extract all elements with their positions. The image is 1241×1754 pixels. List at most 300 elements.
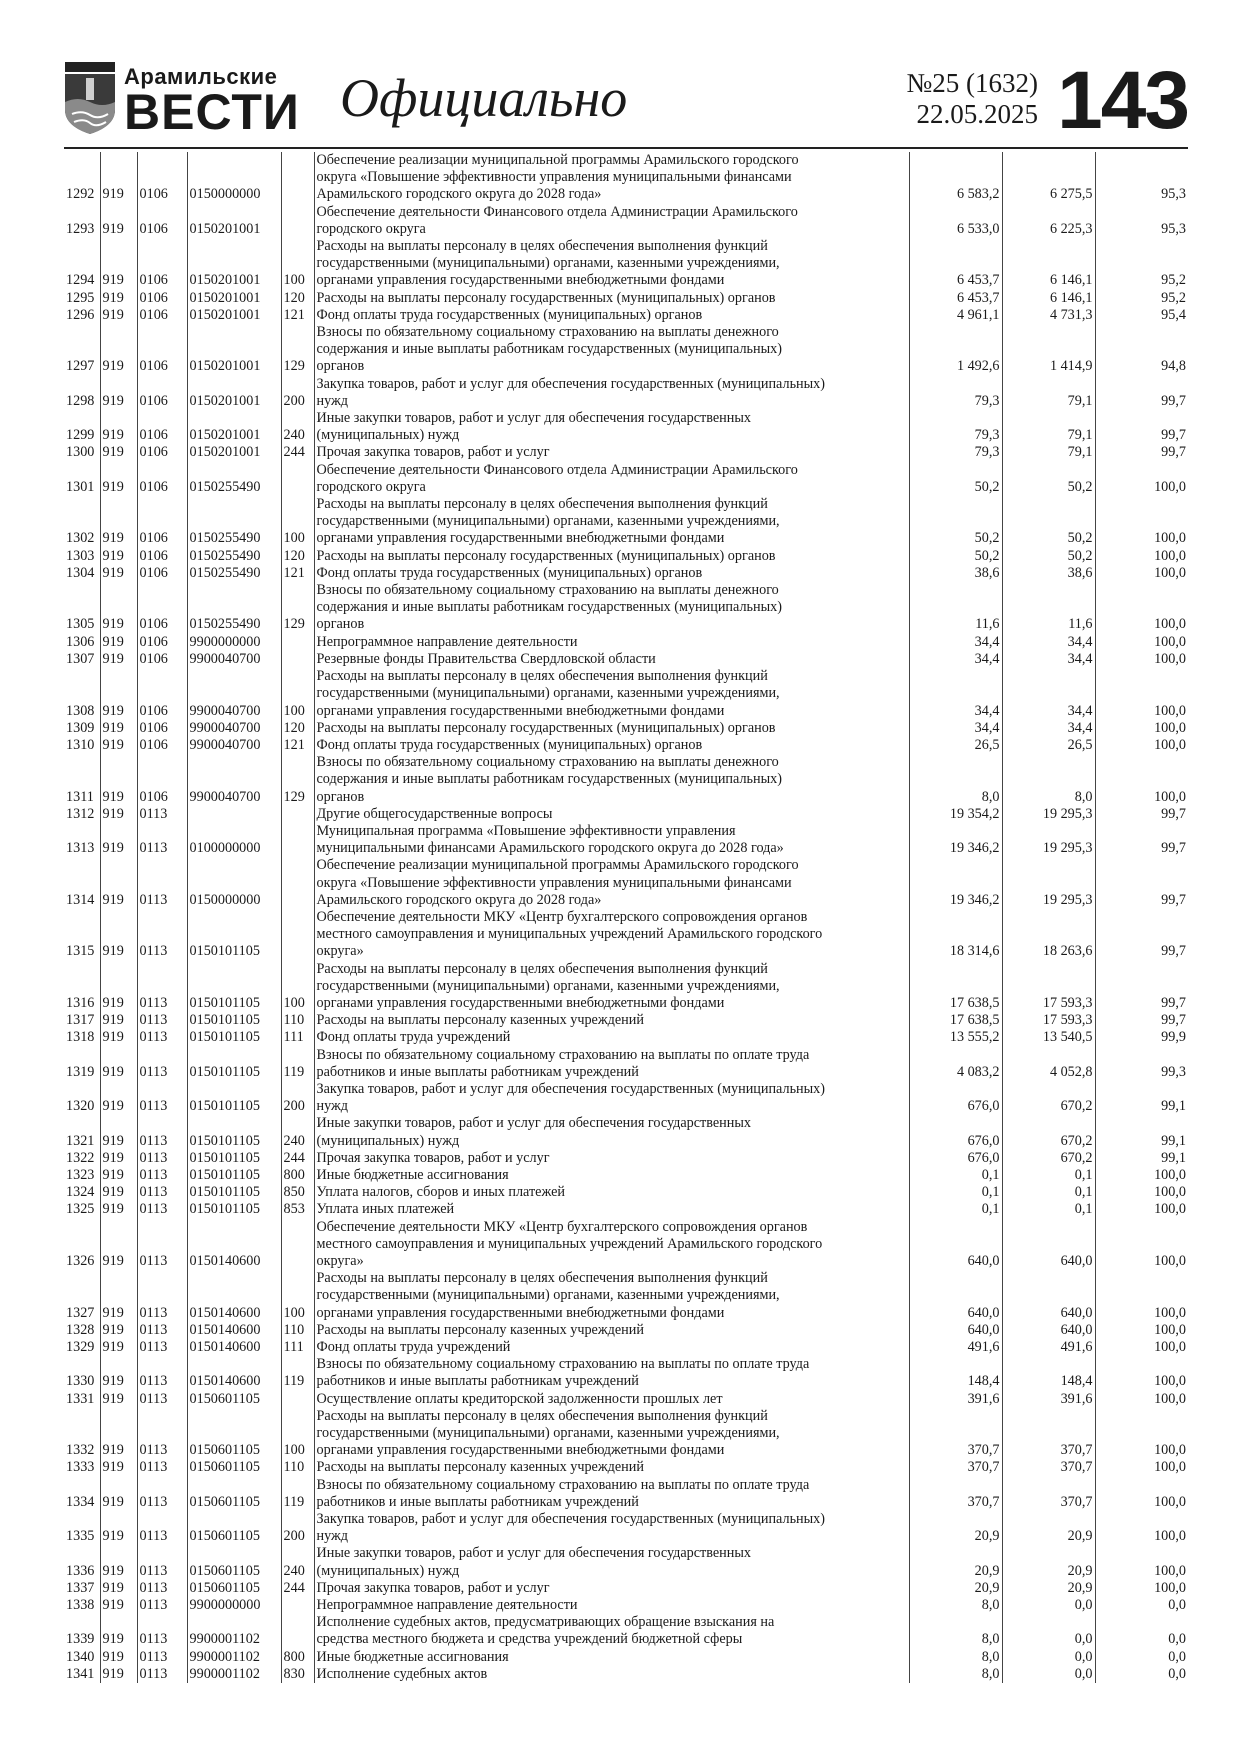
target-code: 0150255490 — [187, 582, 281, 634]
item-name: Прочая закупка товаров, работ и услуг — [314, 444, 909, 461]
ministry-code: 919 — [100, 634, 137, 651]
item-name: Взносы по обязательному социальному страхованию на выплаты по оплате труда работников и иные выплаты работникам учреждений — [314, 1047, 909, 1081]
expense-type-code: 119 — [281, 1047, 314, 1081]
table-row — [64, 1150, 1188, 1167]
row-number: 1292 — [66, 186, 95, 203]
ministry-code: 919 — [100, 1322, 137, 1339]
planned-amount: 148,4 — [909, 1356, 1002, 1390]
planned-amount: 50,2 — [909, 548, 1002, 565]
target-code: 9900040700 — [187, 737, 281, 754]
ministry-code: 919 — [100, 1649, 137, 1666]
expense-type-code: 240 — [281, 1115, 314, 1149]
item-name: Непрограммное направление деятельности — [314, 634, 909, 651]
planned-amount: 8,0 — [909, 754, 1002, 806]
ministry-code: 919 — [100, 1408, 137, 1460]
execution-percent: 100,0 — [1095, 1339, 1188, 1356]
table-row — [64, 1666, 1188, 1683]
row-number: 1334 — [66, 1493, 95, 1510]
planned-amount: 370,7 — [909, 1477, 1002, 1511]
execution-percent: 0,0 — [1095, 1597, 1188, 1614]
table-row — [64, 1356, 1188, 1390]
row-number: 1301 — [66, 478, 95, 495]
table-row — [64, 1339, 1188, 1356]
execution-percent: 95,3 — [1095, 204, 1188, 238]
row-number: 1309 — [66, 719, 95, 736]
planned-amount: 26,5 — [909, 737, 1002, 754]
executed-amount: 19 295,3 — [1002, 857, 1095, 909]
section-code: 0106 — [137, 444, 187, 461]
expense-type-code: 244 — [281, 444, 314, 461]
section-code: 0106 — [137, 496, 187, 548]
executed-amount: 1 414,9 — [1002, 324, 1095, 376]
execution-percent: 99,3 — [1095, 1047, 1188, 1081]
row-number: 1328 — [66, 1321, 95, 1338]
planned-amount: 676,0 — [909, 1115, 1002, 1149]
item-name: Другие общегосударственные вопросы — [314, 806, 909, 823]
row-number: 1295 — [66, 289, 95, 306]
item-name: Уплата иных платежей — [314, 1201, 909, 1218]
section-code: 0106 — [137, 582, 187, 634]
planned-amount: 34,4 — [909, 651, 1002, 668]
target-code: 9900040700 — [187, 668, 281, 720]
expense-type-code: 100 — [281, 961, 314, 1013]
item-name: Уплата налогов, сборов и иных платежей — [314, 1184, 909, 1201]
table-row — [64, 634, 1188, 651]
execution-percent: 95,2 — [1095, 238, 1188, 290]
table-row — [64, 376, 1188, 410]
execution-percent: 100,0 — [1095, 548, 1188, 565]
table-row — [64, 1459, 1188, 1476]
ministry-code: 919 — [100, 496, 137, 548]
planned-amount: 370,7 — [909, 1408, 1002, 1460]
execution-percent: 99,7 — [1095, 961, 1188, 1013]
section-code: 0113 — [137, 1219, 187, 1271]
table-row — [64, 1029, 1188, 1046]
target-code: 0150255490 — [187, 496, 281, 548]
execution-percent: 100,0 — [1095, 1511, 1188, 1545]
expense-type-code: 121 — [281, 737, 314, 754]
section-code: 0106 — [137, 565, 187, 582]
execution-percent: 100,0 — [1095, 1322, 1188, 1339]
execution-percent: 99,7 — [1095, 410, 1188, 444]
expense-type-code — [281, 823, 314, 857]
expense-type-code: 100 — [281, 238, 314, 290]
table-row — [64, 1614, 1188, 1648]
item-name: Расходы на выплаты персоналу в целях обеспечения выполнения функций государственными (муниципальными) органами, казенными учреждениями, органами управления государственными внебюджетными фондами — [314, 668, 909, 720]
executed-amount: 370,7 — [1002, 1459, 1095, 1476]
item-name: Муниципальная программа «Повышение эффективности управления муниципальными финансами Арамильского городского округа до 2028 года» — [314, 823, 909, 857]
target-code: 0150601105 — [187, 1580, 281, 1597]
section-code: 0106 — [137, 668, 187, 720]
item-name: Расходы на выплаты персоналу в целях обеспечения выполнения функций государственными (муниципальными) органами, казенными учреждениями, органами управления государственными внебюджетными фондами — [314, 961, 909, 1013]
row-number: 1305 — [66, 616, 95, 633]
executed-amount: 6 225,3 — [1002, 204, 1095, 238]
table-row — [64, 1270, 1188, 1322]
expense-type-code: 110 — [281, 1012, 314, 1029]
item-name: Обеспечение реализации муниципальной программы Арамильского городского округа «Повышение эффективности управления муниципальными финансами Арамильского городского округа до 2028 года» — [314, 152, 909, 204]
target-code: 0150201001 — [187, 204, 281, 238]
row-number: 1316 — [66, 994, 95, 1011]
row-number: 1326 — [66, 1253, 95, 1269]
target-code: 0150201001 — [187, 376, 281, 410]
section-code: 0113 — [137, 1649, 187, 1666]
section-code: 0106 — [137, 720, 187, 737]
item-name: Закупка товаров, работ и услуг для обеспечения государственных (муниципальных) нужд — [314, 1511, 909, 1545]
execution-percent: 100,0 — [1095, 1167, 1188, 1184]
section-code: 0106 — [137, 462, 187, 496]
execution-percent: 95,4 — [1095, 307, 1188, 324]
ministry-code: 919 — [100, 720, 137, 737]
executed-amount: 391,6 — [1002, 1391, 1095, 1408]
executed-amount: 34,4 — [1002, 634, 1095, 651]
planned-amount: 19 354,2 — [909, 806, 1002, 823]
executed-amount: 670,2 — [1002, 1081, 1095, 1115]
row-number: 1330 — [66, 1373, 95, 1390]
row-number: 1315 — [66, 943, 95, 960]
section-code: 0106 — [137, 238, 187, 290]
target-code: 0150201001 — [187, 290, 281, 307]
ministry-code: 919 — [100, 1597, 137, 1614]
item-name: Закупка товаров, работ и услуг для обеспечения государственных (муниципальных) нужд — [314, 1081, 909, 1115]
expense-type-code — [281, 651, 314, 668]
target-code: 0150101105 — [187, 1029, 281, 1046]
executed-amount: 640,0 — [1002, 1270, 1095, 1322]
row-number: 1312 — [66, 805, 95, 822]
row-number: 1319 — [66, 1063, 95, 1080]
expense-type-code: 111 — [281, 1339, 314, 1356]
item-name: Обеспечение деятельности Финансового отдела Администрации Арамильского городского округа — [314, 462, 909, 496]
executed-amount: 640,0 — [1002, 1322, 1095, 1339]
table-row — [64, 1201, 1188, 1218]
planned-amount: 6 533,0 — [909, 204, 1002, 238]
row-number: 1307 — [66, 650, 95, 667]
row-number: 1311 — [66, 788, 94, 805]
executed-amount: 17 593,3 — [1002, 1012, 1095, 1029]
planned-amount: 79,3 — [909, 444, 1002, 461]
execution-percent: 100,0 — [1095, 462, 1188, 496]
item-name: Фонд оплаты труда государственных (муниципальных) органов — [314, 565, 909, 582]
expense-type-code — [281, 1614, 314, 1648]
section-code: 0113 — [137, 1339, 187, 1356]
planned-amount: 4 083,2 — [909, 1047, 1002, 1081]
row-number: 1293 — [66, 220, 95, 237]
table-row — [64, 1081, 1188, 1115]
ministry-code: 919 — [100, 204, 137, 238]
section-code: 0113 — [137, 1666, 187, 1683]
executed-amount: 38,6 — [1002, 565, 1095, 582]
expense-type-code: 200 — [281, 376, 314, 410]
item-name: Фонд оплаты труда государственных (муниципальных) органов — [314, 307, 909, 324]
section-code: 0113 — [137, 1477, 187, 1511]
table-row — [64, 1580, 1188, 1597]
expense-type-code — [281, 634, 314, 651]
table-row — [64, 806, 1188, 823]
ministry-code: 919 — [100, 1356, 137, 1390]
row-number: 1338 — [66, 1597, 95, 1614]
executed-amount: 50,2 — [1002, 548, 1095, 565]
execution-percent: 100,0 — [1095, 1184, 1188, 1201]
target-code: 0150000000 — [187, 152, 281, 204]
expense-type-code: 244 — [281, 1580, 314, 1597]
planned-amount: 17 638,5 — [909, 1012, 1002, 1029]
execution-percent: 99,7 — [1095, 823, 1188, 857]
execution-percent: 99,7 — [1095, 376, 1188, 410]
planned-amount: 11,6 — [909, 582, 1002, 634]
table-row — [64, 961, 1188, 1013]
execution-percent: 0,0 — [1095, 1649, 1188, 1666]
executed-amount: 491,6 — [1002, 1339, 1095, 1356]
ministry-code: 919 — [100, 737, 137, 754]
execution-percent: 99,9 — [1095, 1029, 1188, 1046]
table-row — [64, 1219, 1188, 1271]
expense-type-code: 121 — [281, 307, 314, 324]
expense-type-code: 121 — [281, 565, 314, 582]
expense-type-code: 119 — [281, 1356, 314, 1390]
row-number: 1320 — [66, 1098, 95, 1115]
executed-amount: 17 593,3 — [1002, 961, 1095, 1013]
budget-table — [64, 152, 1188, 1683]
executed-amount: 6 146,1 — [1002, 238, 1095, 290]
target-code: 0150601105 — [187, 1408, 281, 1460]
ministry-code: 919 — [100, 1047, 137, 1081]
execution-percent: 100,0 — [1095, 496, 1188, 548]
table-row — [64, 1391, 1188, 1408]
target-code: 0150201001 — [187, 324, 281, 376]
ministry-code: 919 — [100, 1167, 137, 1184]
item-name: Иные закупки товаров, работ и услуг для обеспечения государственных (муниципальных) нужд — [314, 1545, 909, 1579]
expense-type-code — [281, 1391, 314, 1408]
table-row — [64, 290, 1188, 307]
section-code: 0106 — [137, 410, 187, 444]
target-code: 9900040700 — [187, 720, 281, 737]
item-name: Закупка товаров, работ и услуг для обеспечения государственных (муниципальных) нужд — [314, 376, 909, 410]
execution-percent: 99,1 — [1095, 1081, 1188, 1115]
expense-type-code: 240 — [281, 410, 314, 444]
ministry-code: 919 — [100, 806, 137, 823]
target-code: 0150255490 — [187, 548, 281, 565]
item-name: Взносы по обязательному социальному страхованию на выплаты денежного содержания и иные выплаты работникам государственных (муниципальных) органов — [314, 582, 909, 634]
row-number: 1302 — [66, 530, 95, 547]
logo-title: ВЕСТИ — [124, 84, 300, 140]
issue-date: 22.05.2025 — [916, 99, 1038, 129]
executed-amount: 34,4 — [1002, 720, 1095, 737]
planned-amount: 38,6 — [909, 565, 1002, 582]
item-name: Взносы по обязательному социальному страхованию на выплаты по оплате труда работников и иные выплаты работникам учреждений — [314, 1356, 909, 1390]
executed-amount: 670,2 — [1002, 1150, 1095, 1167]
item-name: Фонд оплаты труда учреждений — [314, 1029, 909, 1046]
ministry-code: 919 — [100, 651, 137, 668]
ministry-code: 919 — [100, 582, 137, 634]
issue-info — [907, 68, 1039, 130]
expense-type-code: 119 — [281, 1477, 314, 1511]
target-code: 0150101105 — [187, 909, 281, 961]
planned-amount: 17 638,5 — [909, 961, 1002, 1013]
planned-amount: 6 583,2 — [909, 152, 1002, 204]
section-code: 0113 — [137, 1167, 187, 1184]
item-name: Расходы на выплаты персоналу в целях обеспечения выполнения функций государственными (муниципальными) органами, казенными учреждениями, органами управления государственными внебюджетными фондами — [314, 1270, 909, 1322]
expense-type-code: 800 — [281, 1167, 314, 1184]
item-name: Расходы на выплаты персоналу в целях обеспечения выполнения функций государственными (муниципальными) органами, казенными учреждениями, органами управления государственными внебюджетными фондами — [314, 238, 909, 290]
ministry-code: 919 — [100, 238, 137, 290]
table-row — [64, 1184, 1188, 1201]
row-number: 1310 — [66, 736, 95, 753]
executed-amount: 0,1 — [1002, 1201, 1095, 1218]
section-code: 0106 — [137, 307, 187, 324]
ministry-code: 919 — [100, 909, 137, 961]
planned-amount: 79,3 — [909, 376, 1002, 410]
ministry-code: 919 — [100, 1270, 137, 1322]
row-number: 1296 — [66, 306, 95, 323]
execution-percent: 100,0 — [1095, 1201, 1188, 1218]
row-number: 1335 — [66, 1528, 95, 1545]
planned-amount: 0,1 — [909, 1167, 1002, 1184]
section-code: 0106 — [137, 204, 187, 238]
row-number: 1341 — [66, 1665, 95, 1682]
execution-percent: 99,1 — [1095, 1115, 1188, 1149]
target-code: 0150101105 — [187, 1184, 281, 1201]
planned-amount: 676,0 — [909, 1081, 1002, 1115]
target-code: 0150101105 — [187, 1047, 281, 1081]
row-number: 1325 — [66, 1201, 95, 1218]
planned-amount: 0,1 — [909, 1201, 1002, 1218]
executed-amount: 34,4 — [1002, 651, 1095, 668]
execution-percent: 99,7 — [1095, 806, 1188, 823]
expense-type-code: 100 — [281, 1270, 314, 1322]
executed-amount: 370,7 — [1002, 1477, 1095, 1511]
row-number: 1298 — [66, 392, 95, 409]
table-row — [64, 496, 1188, 548]
expense-type-code: 129 — [281, 754, 314, 806]
ministry-code: 919 — [100, 1477, 137, 1511]
ministry-code: 919 — [100, 1201, 137, 1218]
expense-type-code — [281, 1597, 314, 1614]
table-row — [64, 651, 1188, 668]
section-code: 0113 — [137, 806, 187, 823]
row-number: 1327 — [66, 1304, 95, 1321]
planned-amount: 50,2 — [909, 462, 1002, 496]
target-code: 0150101105 — [187, 1115, 281, 1149]
item-name: Взносы по обязательному социальному страхованию на выплаты денежного содержания и иные выплаты работникам государственных (муниципальных) органов — [314, 324, 909, 376]
execution-percent: 99,7 — [1095, 1012, 1188, 1029]
row-number: 1299 — [66, 427, 95, 444]
ministry-code: 919 — [100, 668, 137, 720]
ministry-code: 919 — [100, 1545, 137, 1579]
execution-percent: 99,7 — [1095, 909, 1188, 961]
table-row — [64, 1322, 1188, 1339]
ministry-code: 919 — [100, 462, 137, 496]
row-number: 1333 — [66, 1459, 95, 1476]
planned-amount: 20,9 — [909, 1511, 1002, 1545]
target-code: 0150201001 — [187, 238, 281, 290]
executed-amount: 640,0 — [1002, 1219, 1095, 1271]
section-code: 0113 — [137, 1614, 187, 1648]
row-number: 1318 — [66, 1029, 95, 1046]
header-divider — [64, 147, 1188, 149]
executed-amount: 0,0 — [1002, 1666, 1095, 1683]
executed-amount: 13 540,5 — [1002, 1029, 1095, 1046]
target-code: 0150101105 — [187, 1150, 281, 1167]
executed-amount: 0,0 — [1002, 1614, 1095, 1648]
row-number: 1297 — [66, 358, 95, 375]
section-code: 0106 — [137, 634, 187, 651]
executed-amount: 0,0 — [1002, 1649, 1095, 1666]
ministry-code: 919 — [100, 565, 137, 582]
expense-type-code: 200 — [281, 1511, 314, 1545]
section-code: 0113 — [137, 1150, 187, 1167]
row-number: 1304 — [66, 564, 95, 581]
ministry-code: 919 — [100, 823, 137, 857]
section-code: 0113 — [137, 909, 187, 961]
item-name: Взносы по обязательному социальному страхованию на выплаты по оплате труда работников и иные выплаты работникам учреждений — [314, 1477, 909, 1511]
item-name: Взносы по обязательному социальному страхованию на выплаты денежного содержания и иные выплаты работникам государственных (муниципальных) органов — [314, 754, 909, 806]
expense-type-code: 120 — [281, 720, 314, 737]
expense-type-code — [281, 806, 314, 823]
planned-amount: 13 555,2 — [909, 1029, 1002, 1046]
planned-amount: 34,4 — [909, 634, 1002, 651]
expense-type-code: 110 — [281, 1459, 314, 1476]
execution-percent: 100,0 — [1095, 720, 1188, 737]
item-name: Исполнение судебных актов, предусматривающих обращение взыскания на средства местного бюджета и средства учреждений бюджетной сферы — [314, 1614, 909, 1648]
planned-amount: 676,0 — [909, 1150, 1002, 1167]
table-row — [64, 1115, 1188, 1149]
ministry-code: 919 — [100, 548, 137, 565]
row-number: 1300 — [66, 444, 95, 461]
newspaper-logo — [62, 60, 300, 140]
item-name: Резервные фонды Правительства Свердловской области — [314, 651, 909, 668]
planned-amount: 6 453,7 — [909, 290, 1002, 307]
target-code: 0150140600 — [187, 1270, 281, 1322]
planned-amount: 370,7 — [909, 1459, 1002, 1476]
execution-percent: 100,0 — [1095, 1219, 1188, 1271]
item-name: Расходы на выплаты персоналу в целях обеспечения выполнения функций государственными (муниципальными) органами, казенными учреждениями, органами управления государственными внебюджетными фондами — [314, 1408, 909, 1460]
executed-amount: 50,2 — [1002, 496, 1095, 548]
section-code: 0106 — [137, 737, 187, 754]
page-number: 143 — [1057, 55, 1188, 146]
item-name: Иные бюджетные ассигнования — [314, 1167, 909, 1184]
table-row — [64, 1545, 1188, 1579]
table-row — [64, 548, 1188, 565]
section-code: 0106 — [137, 376, 187, 410]
item-name: Иные закупки товаров, работ и услуг для обеспечения государственных (муниципальных) нужд — [314, 1115, 909, 1149]
executed-amount: 19 295,3 — [1002, 806, 1095, 823]
table-row — [64, 1597, 1188, 1614]
target-code: 0150140600 — [187, 1322, 281, 1339]
item-name: Обеспечение реализации муниципальной программы Арамильского городского округа «Повышение эффективности управления муниципальными финансами Арамильского городского округа до 2028 года» — [314, 857, 909, 909]
expense-type-code: 240 — [281, 1545, 314, 1579]
row-number: 1317 — [66, 1012, 95, 1029]
planned-amount: 6 453,7 — [909, 238, 1002, 290]
expense-type-code: 100 — [281, 496, 314, 548]
execution-percent: 100,0 — [1095, 737, 1188, 754]
ministry-code: 919 — [100, 1150, 137, 1167]
ministry-code: 919 — [100, 1219, 137, 1271]
target-code: 0150101105 — [187, 1081, 281, 1115]
row-number: 1321 — [66, 1132, 95, 1149]
execution-percent: 100,0 — [1095, 754, 1188, 806]
ministry-code: 919 — [100, 1029, 137, 1046]
table-row — [64, 823, 1188, 857]
table-row — [64, 857, 1188, 909]
executed-amount: 6 275,5 — [1002, 152, 1095, 204]
target-code: 0150601105 — [187, 1545, 281, 1579]
table-row — [64, 909, 1188, 961]
table-row — [64, 668, 1188, 720]
section-code: 0113 — [137, 1115, 187, 1149]
ministry-code: 919 — [100, 1081, 137, 1115]
section-code: 0113 — [137, 1545, 187, 1579]
table-row — [64, 582, 1188, 634]
target-code: 9900040700 — [187, 651, 281, 668]
